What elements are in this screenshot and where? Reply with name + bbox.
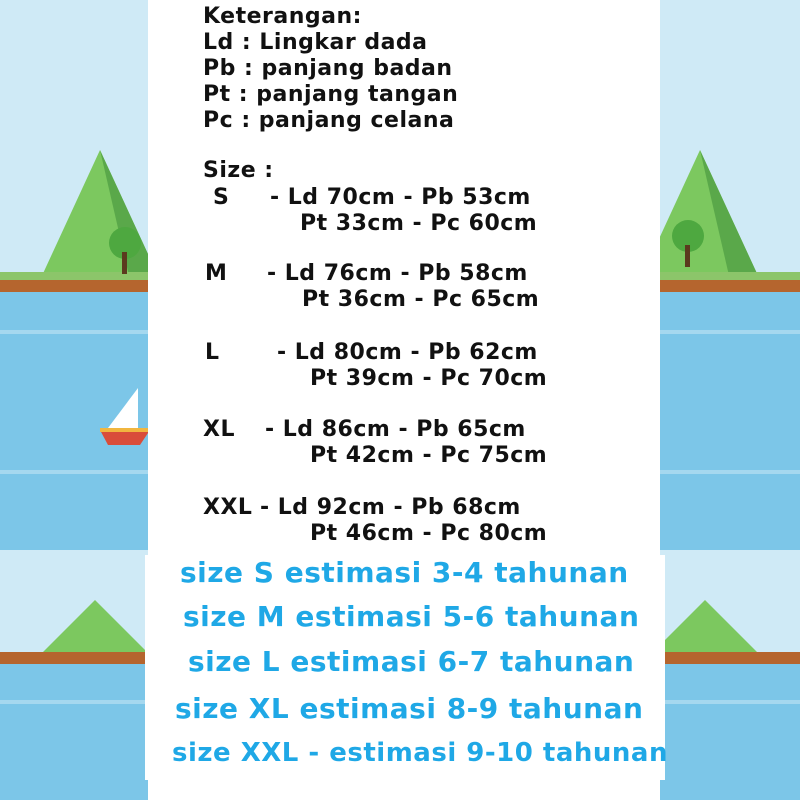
size-measure-line2: Pt 46cm - Pc 80cm <box>310 521 548 546</box>
size-measure-line1: - Ld 86cm - Pb 65cm <box>265 417 526 442</box>
size-measure-line1: - Ld 76cm - Pb 58cm <box>267 261 528 286</box>
estimate-line: size XL estimasi 8-9 tahunan <box>175 692 644 725</box>
size-measure-line2: Pt 36cm - Pc 65cm <box>302 287 540 312</box>
legend-item-ld: Ld : Lingkar dada <box>203 30 428 55</box>
legend-item-pt: Pt : panjang tangan <box>203 82 459 107</box>
size-label: XXL <box>203 495 253 520</box>
size-measure-line2: Pt 39cm - Pc 70cm <box>310 366 548 391</box>
estimate-line: size L estimasi 6-7 tahunan <box>188 645 635 678</box>
size-label: M <box>205 261 228 286</box>
legend-heading: Keterangan: <box>203 4 362 29</box>
size-measure-line1: - Ld 92cm - Pb 68cm <box>260 495 521 520</box>
legend-item-pb: Pb : panjang badan <box>203 56 453 81</box>
size-measure-line2: Pt 33cm - Pc 60cm <box>300 211 538 236</box>
size-label: S <box>213 185 230 210</box>
estimate-line: size XXL - estimasi 9-10 tahunan <box>172 738 668 768</box>
size-label: L <box>205 340 220 365</box>
legend-item-pc: Pc : panjang celana <box>203 108 455 133</box>
size-heading: Size : <box>203 158 274 183</box>
estimate-line: size S estimasi 3-4 tahunan <box>180 556 629 589</box>
estimate-line: size M estimasi 5-6 tahunan <box>183 600 640 633</box>
size-measure-line2: Pt 42cm - Pc 75cm <box>310 443 548 468</box>
size-label: XL <box>203 417 235 442</box>
size-measure-line1: - Ld 70cm - Pb 53cm <box>270 185 531 210</box>
size-measure-line1: - Ld 80cm - Pb 62cm <box>277 340 538 365</box>
